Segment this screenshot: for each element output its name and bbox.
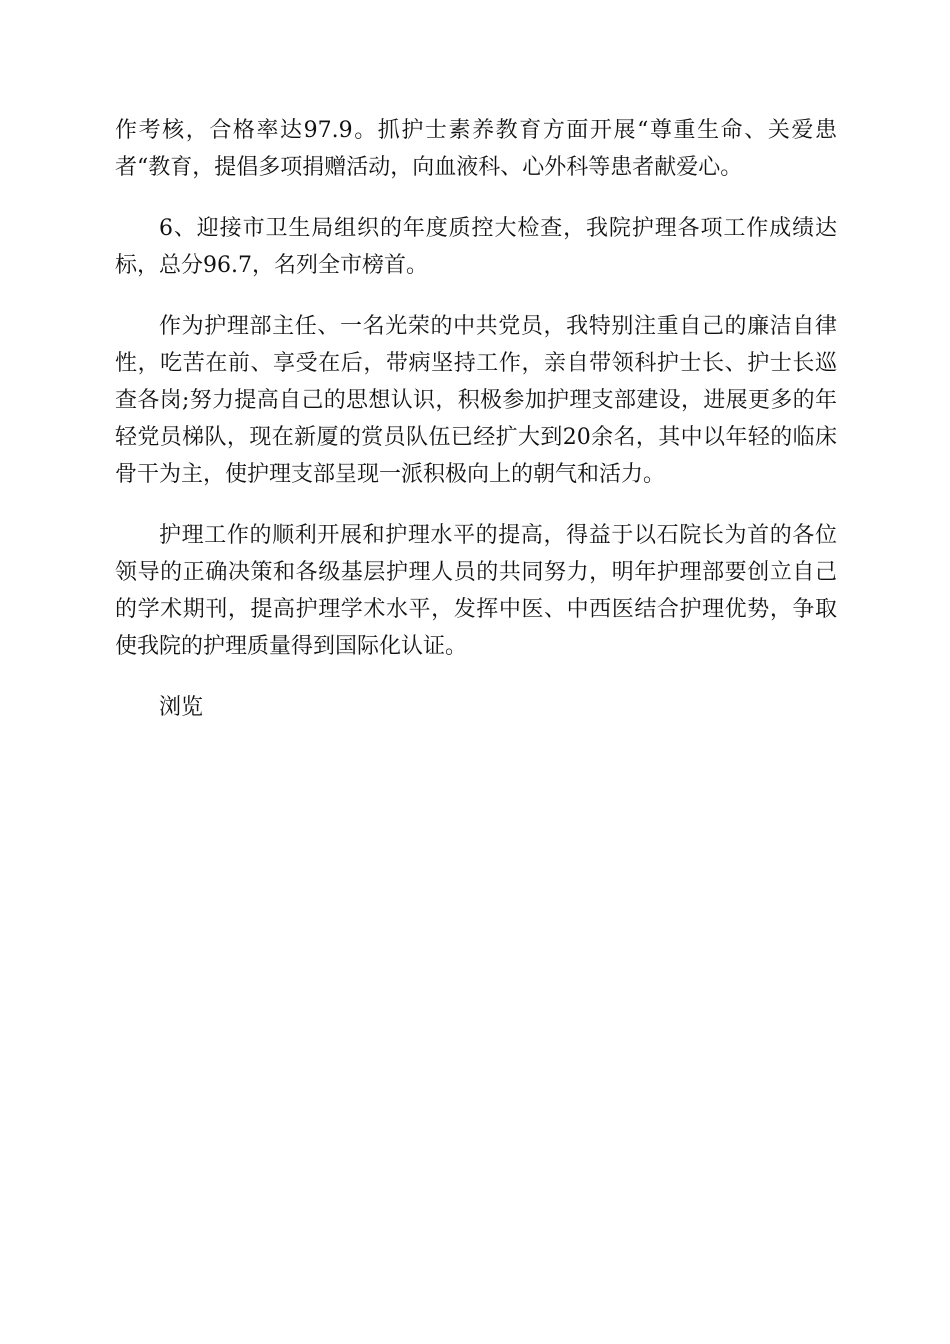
document-page	[115, 112, 837, 750]
trailing-word: 浏览	[159, 695, 204, 720]
paragraph-continuation: 作考核，合格率达97.9。抓护士素养教育方面开展“尊重生命、关爱患者“教育，提倡多项捐赠活动，向血液科、心外科等患者献爱心。	[115, 118, 837, 180]
paragraph-party-member: 作为护理部主任、一名光荣的中共党员，我特别注重自己的廉洁自律性，吃苦在前、享受在后，带病坚持工作，亲自带领科护士长、护士长巡查各岗;努力提高自己的思想认识，积极参加护理支部建设，进展更多的年轻党员梯队，现在新厦的赏员队伍已经扩大到20余名，其中以年轻的临床骨干为主，使护理支部呈现一派积极向上的朝气和活力。	[115, 314, 837, 487]
paragraph-conclusion: 护理工作的顺利开展和护理水平的提高，得益于以石院长为首的各位领导的正确决策和各级基层护理人员的共同努力，明年护理部要创立自己的学术期刊，提高护理学术水平，发挥中医、中西医结合护理优势，争取使我院的护理质量得到国际化认证。	[115, 523, 837, 659]
paragraph-item-6: 6、迎接市卫生局组织的年度质控大检查，我院护理各项工作成绩达标，总分96.7，名列全市榜首。	[115, 216, 837, 278]
